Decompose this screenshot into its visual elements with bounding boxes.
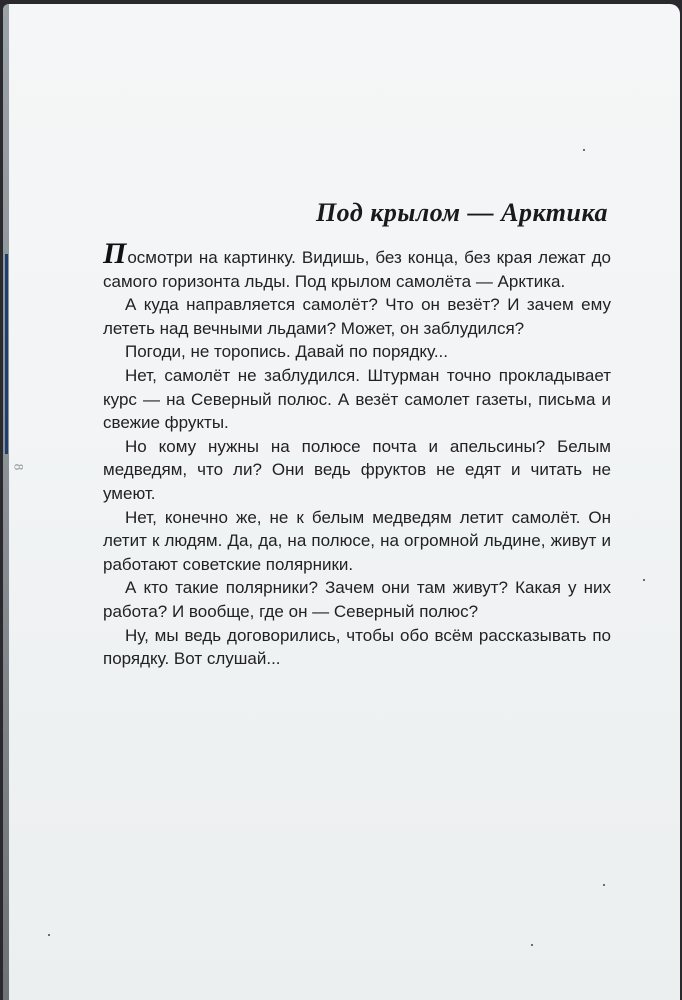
- paragraph-6: Нет, конечно же, не к белым медведям летит самолёт. Он летит к людям. Да, да, на полюсе, на огромной льдине, живут и работают советские полярники.: [103, 507, 611, 574]
- paper-speck: [48, 934, 50, 936]
- paper-speck: [583, 149, 585, 151]
- book-page: [3, 4, 680, 1000]
- chapter-title: Под крылом — Арктика: [315, 198, 608, 227]
- paper-speck: [643, 579, 645, 581]
- paragraph-7: А кто такие полярники? Зачем они там живут? Какая у них работа? И вообще, где он — Северный полюс?: [103, 578, 611, 621]
- spine-blue-stripe: [5, 254, 8, 454]
- paragraph-2: А куда направляется самолёт? Что он везёт? И зачем ему лететь над вечными льдами? Может, он заблудился?: [103, 295, 611, 338]
- page-number: 8: [11, 463, 27, 471]
- drop-cap: П: [103, 237, 127, 270]
- paragraph-3: Погоди, не торопись. Давай по порядку...: [125, 342, 448, 362]
- paragraph-4: Нет, самолёт не заблудился. Штурман точно прокладывает курс — на Северный полюс. А везёт самолет газеты, письма и свежие фрукты.: [103, 365, 611, 433]
- paper-speck: [603, 884, 605, 886]
- paragraph-8: Ну, мы ведь договорились, чтобы обо всём рассказывать по порядку. Вот слушай...: [103, 625, 611, 669]
- paragraph-5: Но кому нужны на полюсе почта и апельсины? Белым медведям, что ли? Они ведь фруктов не едят и читать не умеют.: [103, 436, 611, 503]
- body-text: [103, 237, 611, 671]
- page-spine-edge: [3, 4, 9, 1000]
- paragraph-1: Посмотри на картинку. Видишь, без конца, без края лежат до самого горизонта льды. Под крылом самолёта — Арктика.: [103, 237, 611, 291]
- paper-speck: [531, 944, 533, 946]
